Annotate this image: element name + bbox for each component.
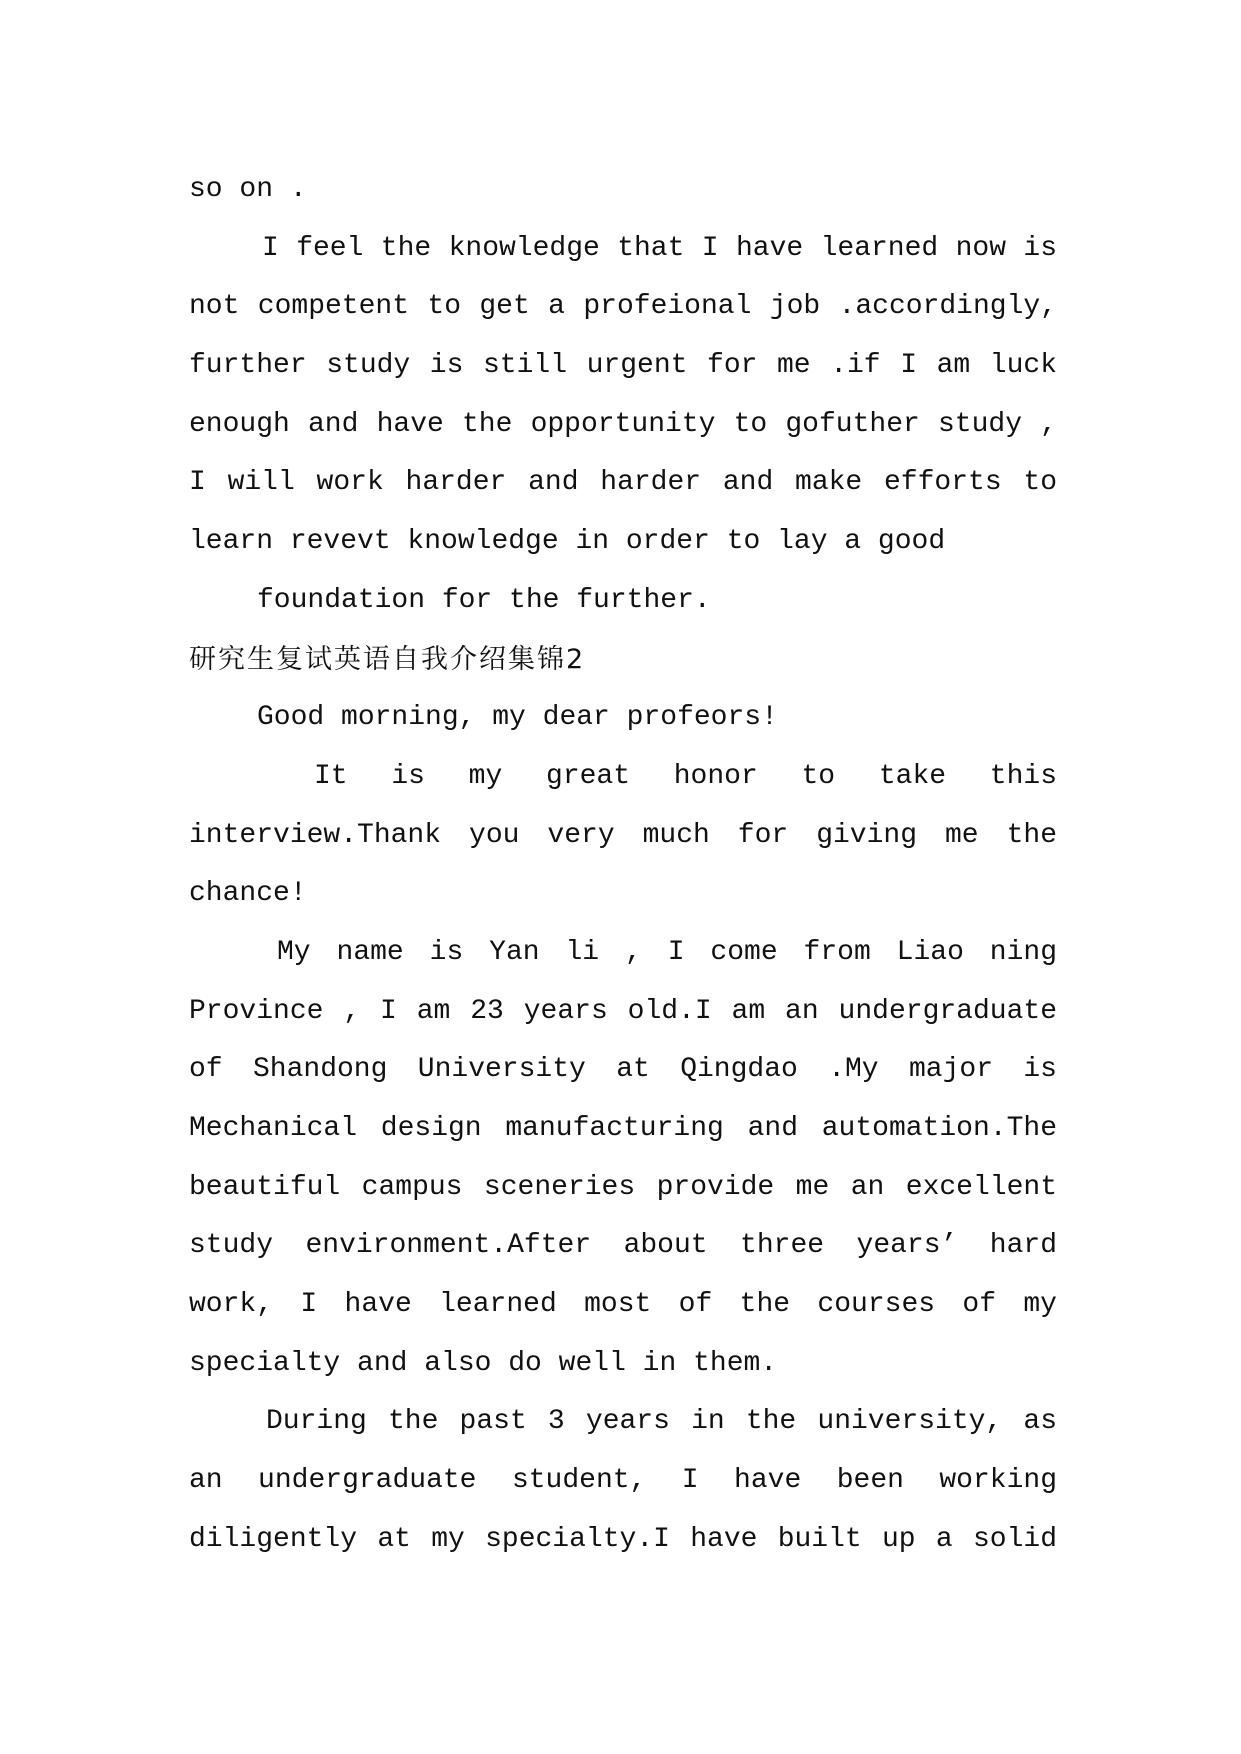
greeting-line: Good morning, my dear profeors! [257, 702, 778, 734]
text-line: so on . [189, 174, 307, 205]
document-page [189, 161, 1057, 1570]
text-line: I will work harder and harder and make efforts to [189, 467, 1057, 499]
paragraph-start: During the past 3 years in the university, as [266, 1406, 1057, 1438]
text-line: diligently at my specialty.I have built up a solid [189, 1523, 1057, 1555]
paragraph-start: I feel the knowledge that I have learned now is [262, 232, 1057, 264]
text-line: Mechanical design manufacturing and automation.The [189, 1113, 1057, 1144]
text-line: chance! [189, 878, 307, 910]
text-line: work, I have learned most of the courses of my [189, 1289, 1057, 1321]
text-line: not competent to get a profeional job .accordingly, [189, 291, 1057, 323]
text-line: Province , I am 23 years old.I am an undergraduate [189, 995, 1057, 1027]
text-line: enough and have the opportunity to gofuther study , [189, 408, 1057, 440]
text-line: further study is still urgent for me .if I am luck [189, 350, 1057, 382]
paragraph-start: It is my great honor to take this [314, 760, 1057, 792]
text-line: study environment.After about three years’ hard [189, 1230, 1057, 1262]
text-line: specialty and also do well in them. [189, 1347, 778, 1379]
text-line: an undergraduate student, I have been working [189, 1465, 1057, 1497]
text-line: interview.Thank you very much for giving me the [189, 819, 1057, 851]
text-line: beautiful campus sceneries provide me an excellent [189, 1171, 1057, 1203]
text-line: learn revevt knowledge in order to lay a good [189, 526, 946, 558]
paragraph-start: My name is Yan li , I come from Liao ning [277, 936, 1057, 968]
section-heading: 研究生复试英语自我介绍集锦2 [189, 643, 586, 675]
text-line: foundation for the further. [257, 584, 711, 616]
text-line: of Shandong University at Qingdao .My major is [189, 1054, 1057, 1086]
